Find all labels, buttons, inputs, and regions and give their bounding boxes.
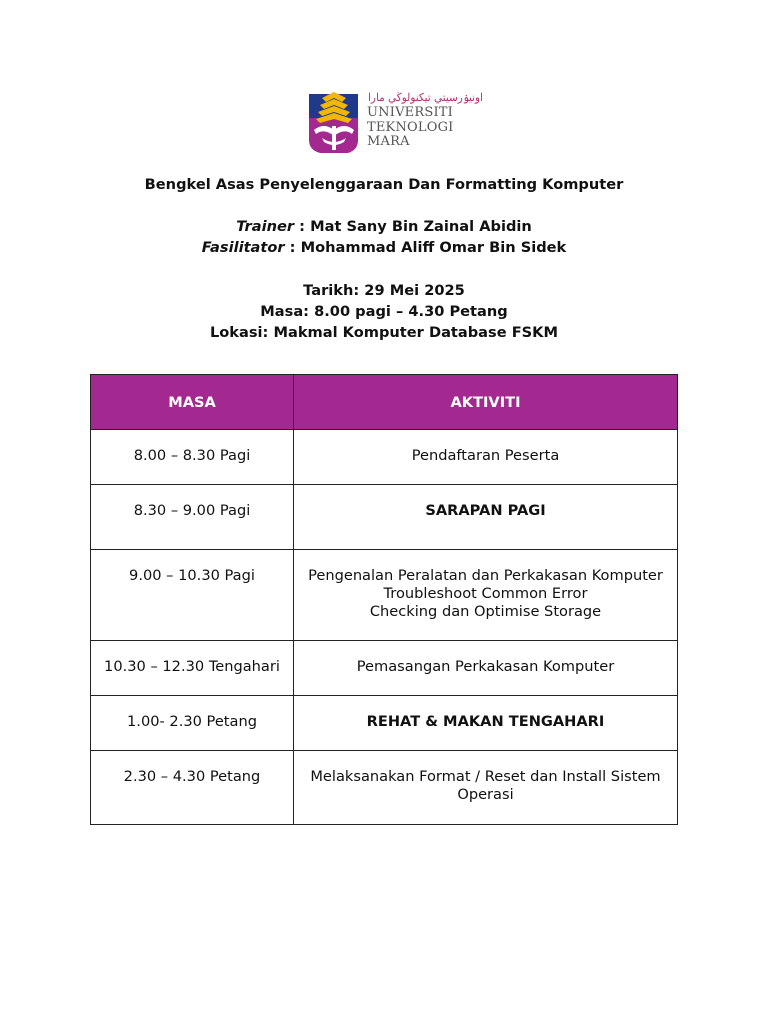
- uitm-logo: [308, 90, 483, 156]
- aktiviti-line: Operasi: [457, 786, 514, 803]
- aktiviti-cell: [294, 696, 678, 751]
- schedule-header-row: [91, 375, 678, 430]
- trainer-label: Trainer: [236, 218, 295, 235]
- schedule-row: [91, 696, 678, 751]
- schedule-row: [91, 641, 678, 696]
- schedule-row: [91, 550, 678, 641]
- masa-cell: 10.30 – 12.30 Tengahari: [91, 641, 294, 696]
- uitm-crest-icon: [308, 90, 360, 156]
- aktiviti-cell: [294, 430, 678, 485]
- trainer-line: [0, 217, 768, 238]
- event-details-block: [0, 280, 768, 343]
- fasilitator-label: Fasilitator: [201, 238, 285, 256]
- aktiviti-line: Troubleshoot Common Error: [383, 585, 588, 602]
- header-masa: MASA: [91, 375, 294, 430]
- schedule-row: [91, 430, 678, 485]
- document-title-block: [0, 176, 768, 193]
- aktiviti-line: Pemasangan Perkakasan Komputer: [356, 658, 615, 675]
- trainer-name: : Mat Sany Bin Zainal Abidin: [294, 218, 532, 235]
- schedule-row: [91, 485, 678, 550]
- aktiviti-cell: [294, 485, 678, 550]
- schedule-body: [91, 430, 678, 825]
- aktiviti-cell: [294, 641, 678, 696]
- aktiviti-line: SARAPAN PAGI: [425, 502, 546, 519]
- fasilitator-name: : Mohammad Aliff Omar Bin Sidek: [284, 238, 567, 256]
- schedule-table: [90, 374, 678, 825]
- aktiviti-cell: [294, 751, 678, 825]
- aktiviti-cell: [294, 550, 678, 641]
- masa-cell: 8.00 – 8.30 Pagi: [91, 430, 294, 485]
- header-aktiviti: AKTIVITI: [294, 375, 678, 430]
- logo-jawi-text: اونيۏرسيتي تيكنولوڬي مارا: [368, 91, 483, 104]
- aktiviti-line: Melaksanakan Format / Reset dan Install Sistem: [310, 768, 661, 785]
- aktiviti-line: Pengenalan Peralatan dan Perkakasan Komputer: [308, 567, 663, 584]
- schedule-row: [91, 751, 678, 825]
- aktiviti-line: Checking dan Optimise Storage: [369, 603, 602, 620]
- event-time: Masa: 8.00 pagi – 4.30 Petang: [260, 303, 508, 320]
- logo-line-1: UNIVERSITI: [367, 105, 453, 120]
- logo-line-2: TEKNOLOGI: [367, 119, 454, 135]
- logo-wordmark: [367, 106, 454, 150]
- masa-cell: 1.00- 2.30 Petang: [91, 696, 294, 751]
- masa-cell: 9.00 – 10.30 Pagi: [91, 550, 294, 641]
- masa-cell: 2.30 – 4.30 Petang: [91, 751, 294, 825]
- event-date: Tarikh: 29 Mei 2025: [303, 282, 465, 299]
- document-title: Bengkel Asas Penyelenggaraan Dan Formatting Komputer: [144, 176, 624, 193]
- event-location: Lokasi: Makmal Komputer Database FSKM: [209, 324, 559, 341]
- masa-cell: 8.30 – 9.00 Pagi: [91, 485, 294, 550]
- aktiviti-line: Pendaftaran Peserta: [411, 447, 560, 464]
- aktiviti-line: REHAT & MAKAN TENGAHARI: [366, 713, 605, 730]
- logo-line-3: MARA: [367, 134, 410, 149]
- personnel-block: [0, 217, 768, 258]
- fasilitator-line: [0, 238, 768, 259]
